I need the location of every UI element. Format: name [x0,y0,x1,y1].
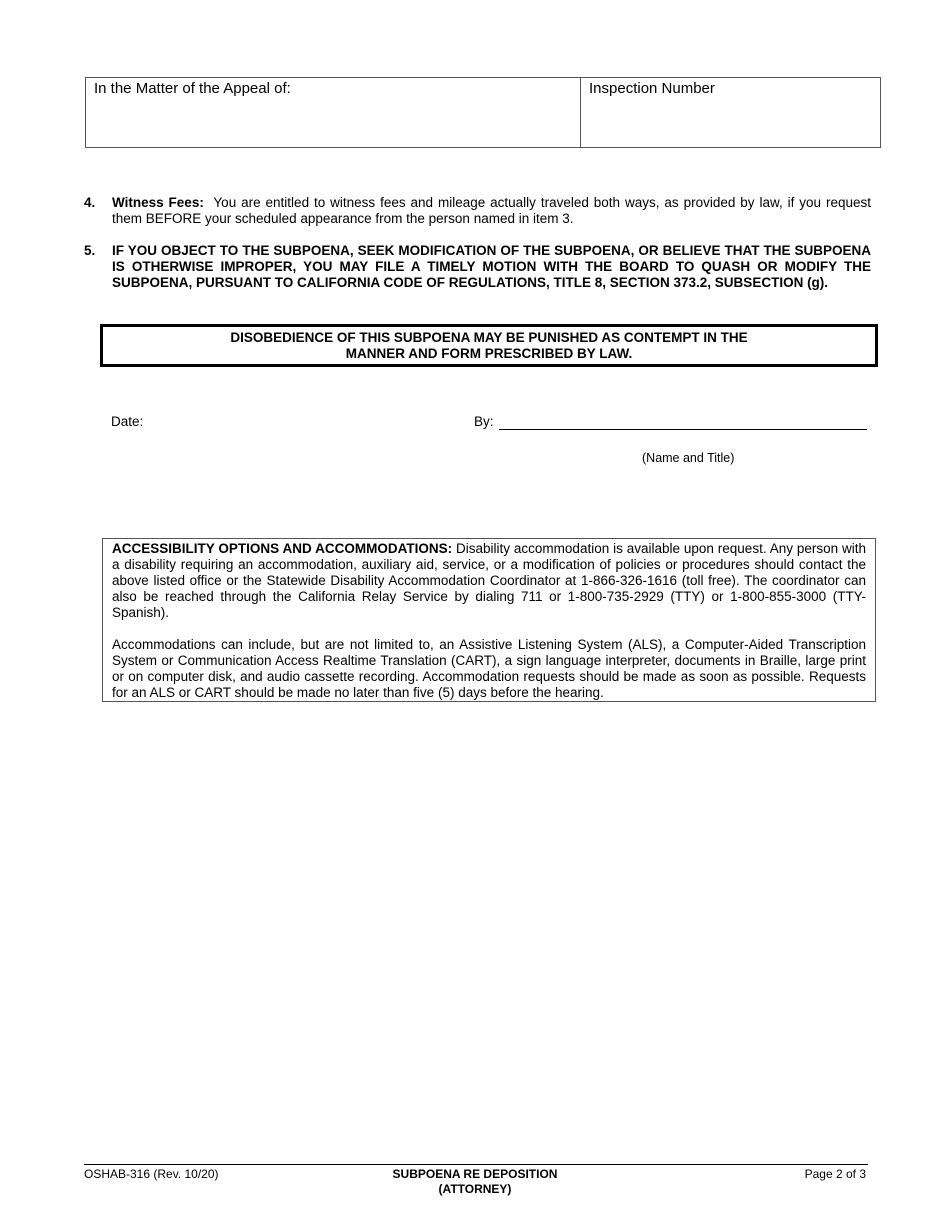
document-title-line-2: (ATTORNEY) [438,1182,512,1196]
item-body [112,195,871,227]
item-text: IF YOU OBJECT TO THE SUBPOENA, SEEK MODIFICATION OF THE SUBPOENA, OR BELIEVE THAT THE SUBPOENA IS OTHERWISE IMPROPER, YOU MAY FILE A TIMELY MOTION WITH THE BOARD TO QUASH OR MODIFY THE SUBPOENA, PURSUANT TO CALIFORNIA CODE OF REGULATIONS, TITLE 8, SECTION 373.2, SUBSECTION (g). [112,243,871,290]
item-objection-notice [84,243,871,291]
matter-of-appeal-cell [86,78,581,147]
page-number: Page 2 of 3 [804,1167,866,1181]
document-title-line-1: SUBPOENA RE DEPOSITION [392,1167,558,1181]
item-witness-fees [84,195,871,227]
form-id: OSHAB-316 (Rev. 10/20) [84,1167,219,1181]
accessibility-text-1: Disability accommodation is available upon request. Any person with a disability requiring an accommodation, auxiliary aid, service, or a modification of policies or procedures should contact the above listed office or the Statewide Disability Accommodation Coordinator at 1-866-326-1616 (toll free). The coordinator can also be reached through the California Relay Service by dialing 711 or 1-800-735-2929 (TTY) or 1-800-855-3000 (TTY-Spanish). [112,541,866,620]
date-label: Date: [111,414,144,429]
matter-header-table [85,77,881,148]
footer-divider [84,1164,868,1165]
inspection-number-cell [581,78,880,147]
item-number: 4. [84,195,96,210]
matter-of-appeal-label: In the Matter of the Appeal of: [94,80,291,97]
signature-line [499,429,867,430]
item-text: You are entitled to witness fees and mileage actually traveled both ways, as provided by law, if you request them BEFORE your scheduled appearance from the person named in item 3. [112,195,871,226]
name-and-title-caption: (Name and Title) [642,451,735,465]
by-label: By: [474,414,494,429]
item-title: Witness Fees: [112,195,204,210]
accessibility-heading: ACCESSIBILITY OPTIONS AND ACCOMMODATIONS: [112,541,453,556]
inspection-number-label: Inspection Number [589,80,715,97]
accessibility-paragraph-2: Accommodations can include, but are not limited to, an Assistive Listening System (ALS), a Computer-Aided Transcription System or Communication Access Realtime Translation (CART), a sign language interpreter, documents in Braille, large print or on computer disk, and audio cassette recording. Accommodation requests should be made as soon as possible. Requests for an ALS or CART should be made no later than five (5) days before the hearing. [112,637,866,700]
accessibility-paragraph-1 [112,541,866,621]
contempt-warning-box [100,324,878,367]
warning-line-2: MANNER AND FORM PRESCRIBED BY LAW. [345,346,633,361]
document-title [375,1167,575,1197]
warning-line-1: DISOBEDIENCE OF THIS SUBPOENA MAY BE PUNISHED AS CONTEMPT IN THE [230,330,748,345]
accessibility-box [102,538,876,702]
item-number: 5. [84,243,96,258]
